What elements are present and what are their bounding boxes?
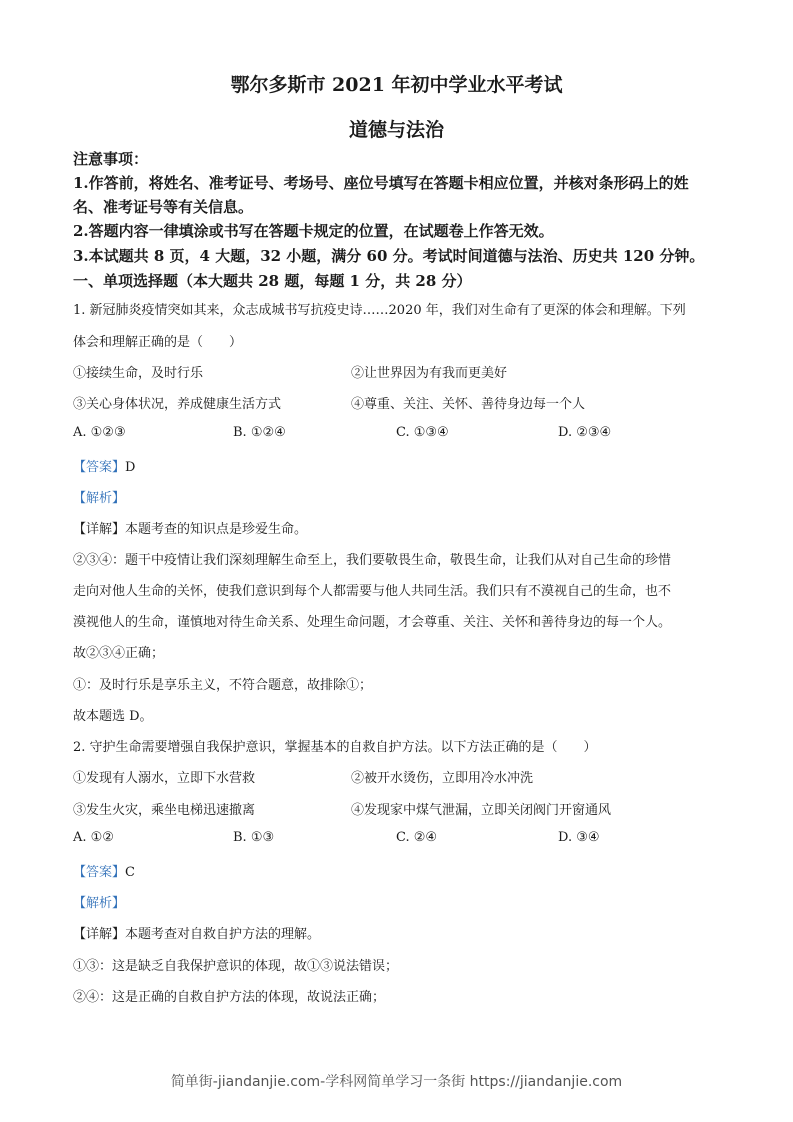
q2-option-d: D. ③④ (558, 830, 600, 845)
notice-item: 名、准考证号等有关信息。 (73, 198, 254, 216)
analysis-tag: 【解析】 (73, 896, 126, 911)
detail-tag: 【详解】 (73, 522, 126, 537)
detail-tag: 【详解】 (73, 927, 126, 942)
q1-option-c: C. ①③④ (396, 425, 449, 440)
q1-detail-line (73, 518, 307, 537)
q2-detail-line (73, 923, 320, 942)
q2-statement: ③发生火灾，乘坐电梯迅速撤离 (73, 803, 256, 818)
page-footer: 简单街-jiandanjie.com-学科网简单学习一条街 https://jiandanjie.com (170, 1074, 623, 1090)
q2-option-b: B. ①③ (233, 830, 275, 845)
q1-statement: ②让世界因为有我而更美好 (351, 366, 508, 381)
q1-explanation: ①：及时行乐是享乐主义，不符合题意，故排除①； (73, 678, 373, 693)
q1-answer: D (125, 460, 136, 475)
q1-statement: ③关心身体状况，养成健康生活方式 (73, 397, 282, 412)
q1-stem: 1. 新冠肺炎疫情突如其来，众志成城书写抗疫史诗……2020 年，我们对生命有了更深的体会和理解。下列 (73, 303, 686, 318)
q2-stem: 2. 守护生命需要增强自我保护意识，掌握基本的自救自护方法。以下方法正确的是（ ） (73, 740, 597, 755)
answer-tag: 【答案】 (73, 460, 126, 475)
q1-statement: ④尊重、关注、关怀、善待身边每一个人 (351, 397, 586, 412)
q2-option-a: A. ①② (73, 830, 114, 845)
q2-answer: C (125, 865, 135, 880)
notice-item: 3.本试题共 8 页，4 大题，32 小题，满分 60 分。考试时间道德与法治、历史共 120 分钟。 (73, 247, 705, 265)
q2-answer-line (73, 861, 135, 880)
q1-answer-line (73, 456, 135, 475)
q1-option-a: A. ①②③ (73, 425, 126, 440)
q2-explanation: ①③：这是缺乏自我保护意识的体现，故①③说法错误； (73, 959, 399, 974)
exam-title: 鄂尔多斯市 2021 年初中学业水平考试 (230, 74, 563, 96)
section-title: 一、单项选择题（本大题共 28 题，每题 1 分，共 28 分） (73, 272, 472, 290)
q2-explanation: ②④：这是正确的自救自护方法的体现，故说法正确； (73, 990, 386, 1005)
q2-option-c: C. ②④ (396, 830, 438, 845)
q2-statement: ①发现有人溺水，立即下水营救 (73, 771, 256, 786)
q1-explanation: ②③④：题干中疫情让我们深刻理解生命至上，我们要敬畏生命，敬畏生命，让我们从对自己生命的珍惜 (73, 553, 672, 568)
q1-detail: 本题考查的知识点是珍爱生命。 (125, 522, 308, 537)
notice-item: 1.作答前，将姓名、准考证号、考场号、座位号填写在答题卡相应位置，并核对条形码上的姓 (73, 174, 689, 192)
q1-option-d: D. ②③④ (558, 425, 612, 440)
q2-statement: ②被开水烫伤，立即用冷水冲洗 (351, 771, 534, 786)
subject-title: 道德与法治 (348, 119, 444, 141)
q2-statement: ④发现家中煤气泄漏，立即关闭阀门开窗通风 (351, 803, 612, 818)
notice-item: 2.答题内容一律填涂或书写在答题卡规定的位置，在试题卷上作答无效。 (73, 222, 554, 240)
q1-explanation: 漠视他人的生命，谨慎地对待生命关系、处理生命问题，才会尊重、关注、关怀和善待身边的每一个人。 (73, 615, 672, 630)
analysis-tag: 【解析】 (73, 491, 126, 506)
q1-statement: ①接续生命，及时行乐 (73, 366, 204, 381)
notice-heading: 注意事项： (73, 150, 149, 168)
answer-tag: 【答案】 (73, 865, 126, 880)
q2-detail: 本题考查对自救自护方法的理解。 (125, 927, 321, 942)
q1-option-b: B. ①②④ (233, 425, 286, 440)
q1-stem: 体会和理解正确的是（ ） (73, 335, 243, 350)
q1-explanation: 故本题选 D。 (73, 709, 153, 724)
q1-explanation: 走向对他人生命的关怀，使我们意识到每个人都需要与他人共同生活。我们只有不漠视自己的生命，也不 (73, 584, 672, 599)
q1-explanation: 故②③④正确； (73, 646, 165, 661)
